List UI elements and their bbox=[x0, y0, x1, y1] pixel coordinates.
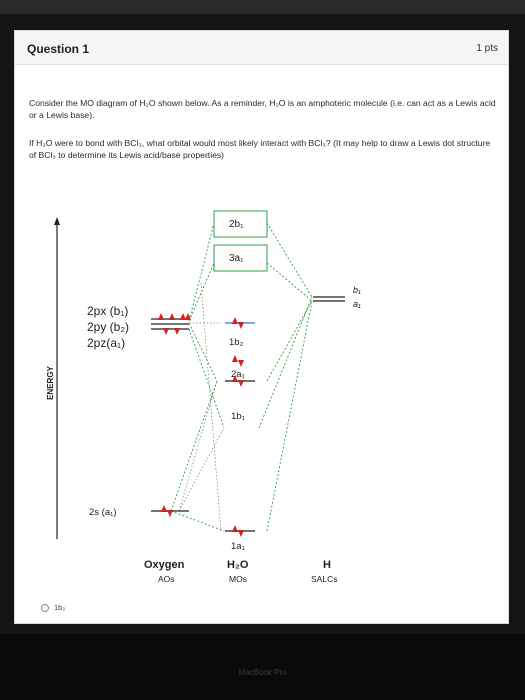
oxygen-pz-label: 2pz(a₁) bbox=[87, 336, 126, 350]
laptop-bottom-bezel bbox=[0, 634, 525, 700]
mo-label-1b2: 1b₂ bbox=[229, 337, 244, 348]
answer-option-label: 1b₂ bbox=[54, 603, 66, 612]
oxygen-p-levels bbox=[151, 319, 189, 329]
gray-correlation-lines bbox=[179, 283, 224, 531]
mo-label-2b1: 2b₁ bbox=[229, 219, 244, 230]
question-header bbox=[15, 31, 508, 65]
question-points: 1 pts bbox=[476, 43, 498, 54]
question-card bbox=[14, 30, 509, 624]
mo-label-1b1: 1b₁ bbox=[231, 411, 245, 422]
question-paragraph-1: Consider the MO diagram of H₂O shown below. As a reminder, H₂O is an amphoteric molecule (i.e. can act as a Lewis acid or a Lewis base). bbox=[29, 98, 496, 120]
mo-label-2a1: 2a₁ bbox=[231, 369, 245, 380]
h-salc-levels bbox=[313, 297, 345, 301]
salc-label-a1: a₁ bbox=[353, 299, 361, 309]
column-sub-h: SALCs bbox=[311, 574, 338, 584]
mo-label-3a1: 3a₁ bbox=[229, 253, 244, 264]
column-title-mo: H₂O bbox=[227, 559, 249, 571]
column-title-oxygen: Oxygen bbox=[144, 559, 185, 571]
column-sub-oxygen: AOs bbox=[158, 574, 175, 584]
radio-button-icon[interactable] bbox=[41, 604, 49, 612]
question-paragraph-2: If H₂O were to bond with BCl₃, what orbital would most likely interact with BCl₃? (It may help to draw a Lewis dot structure of BCl₃ to determine its Lewis acid/base properties) bbox=[29, 138, 491, 160]
mo-label-1a1: 1a₁ bbox=[231, 541, 245, 552]
question-title: Question 1 bbox=[27, 42, 90, 56]
salc-label-b1: b₁ bbox=[353, 285, 361, 295]
answer-option-1b2[interactable] bbox=[41, 603, 65, 612]
mo-levels bbox=[225, 323, 255, 531]
column-sub-mo: MOs bbox=[229, 574, 247, 584]
oxygen-2s-label: 2s (a₁) bbox=[89, 507, 117, 518]
mo-diagram-svg bbox=[29, 183, 499, 601]
monitor-bezel bbox=[0, 0, 525, 14]
laptop-brand-label: MacBook Pro bbox=[238, 668, 287, 677]
oxygen-px-label: 2px (b₁) bbox=[87, 304, 129, 318]
mo-diagram bbox=[29, 183, 499, 601]
energy-axis-arrow-icon bbox=[54, 217, 60, 225]
energy-axis-label: ENERGY bbox=[46, 366, 55, 400]
oxygen-py-label: 2py (b₂) bbox=[87, 320, 130, 334]
column-title-h: H bbox=[323, 559, 331, 571]
mo-electrons-icon bbox=[232, 317, 244, 537]
